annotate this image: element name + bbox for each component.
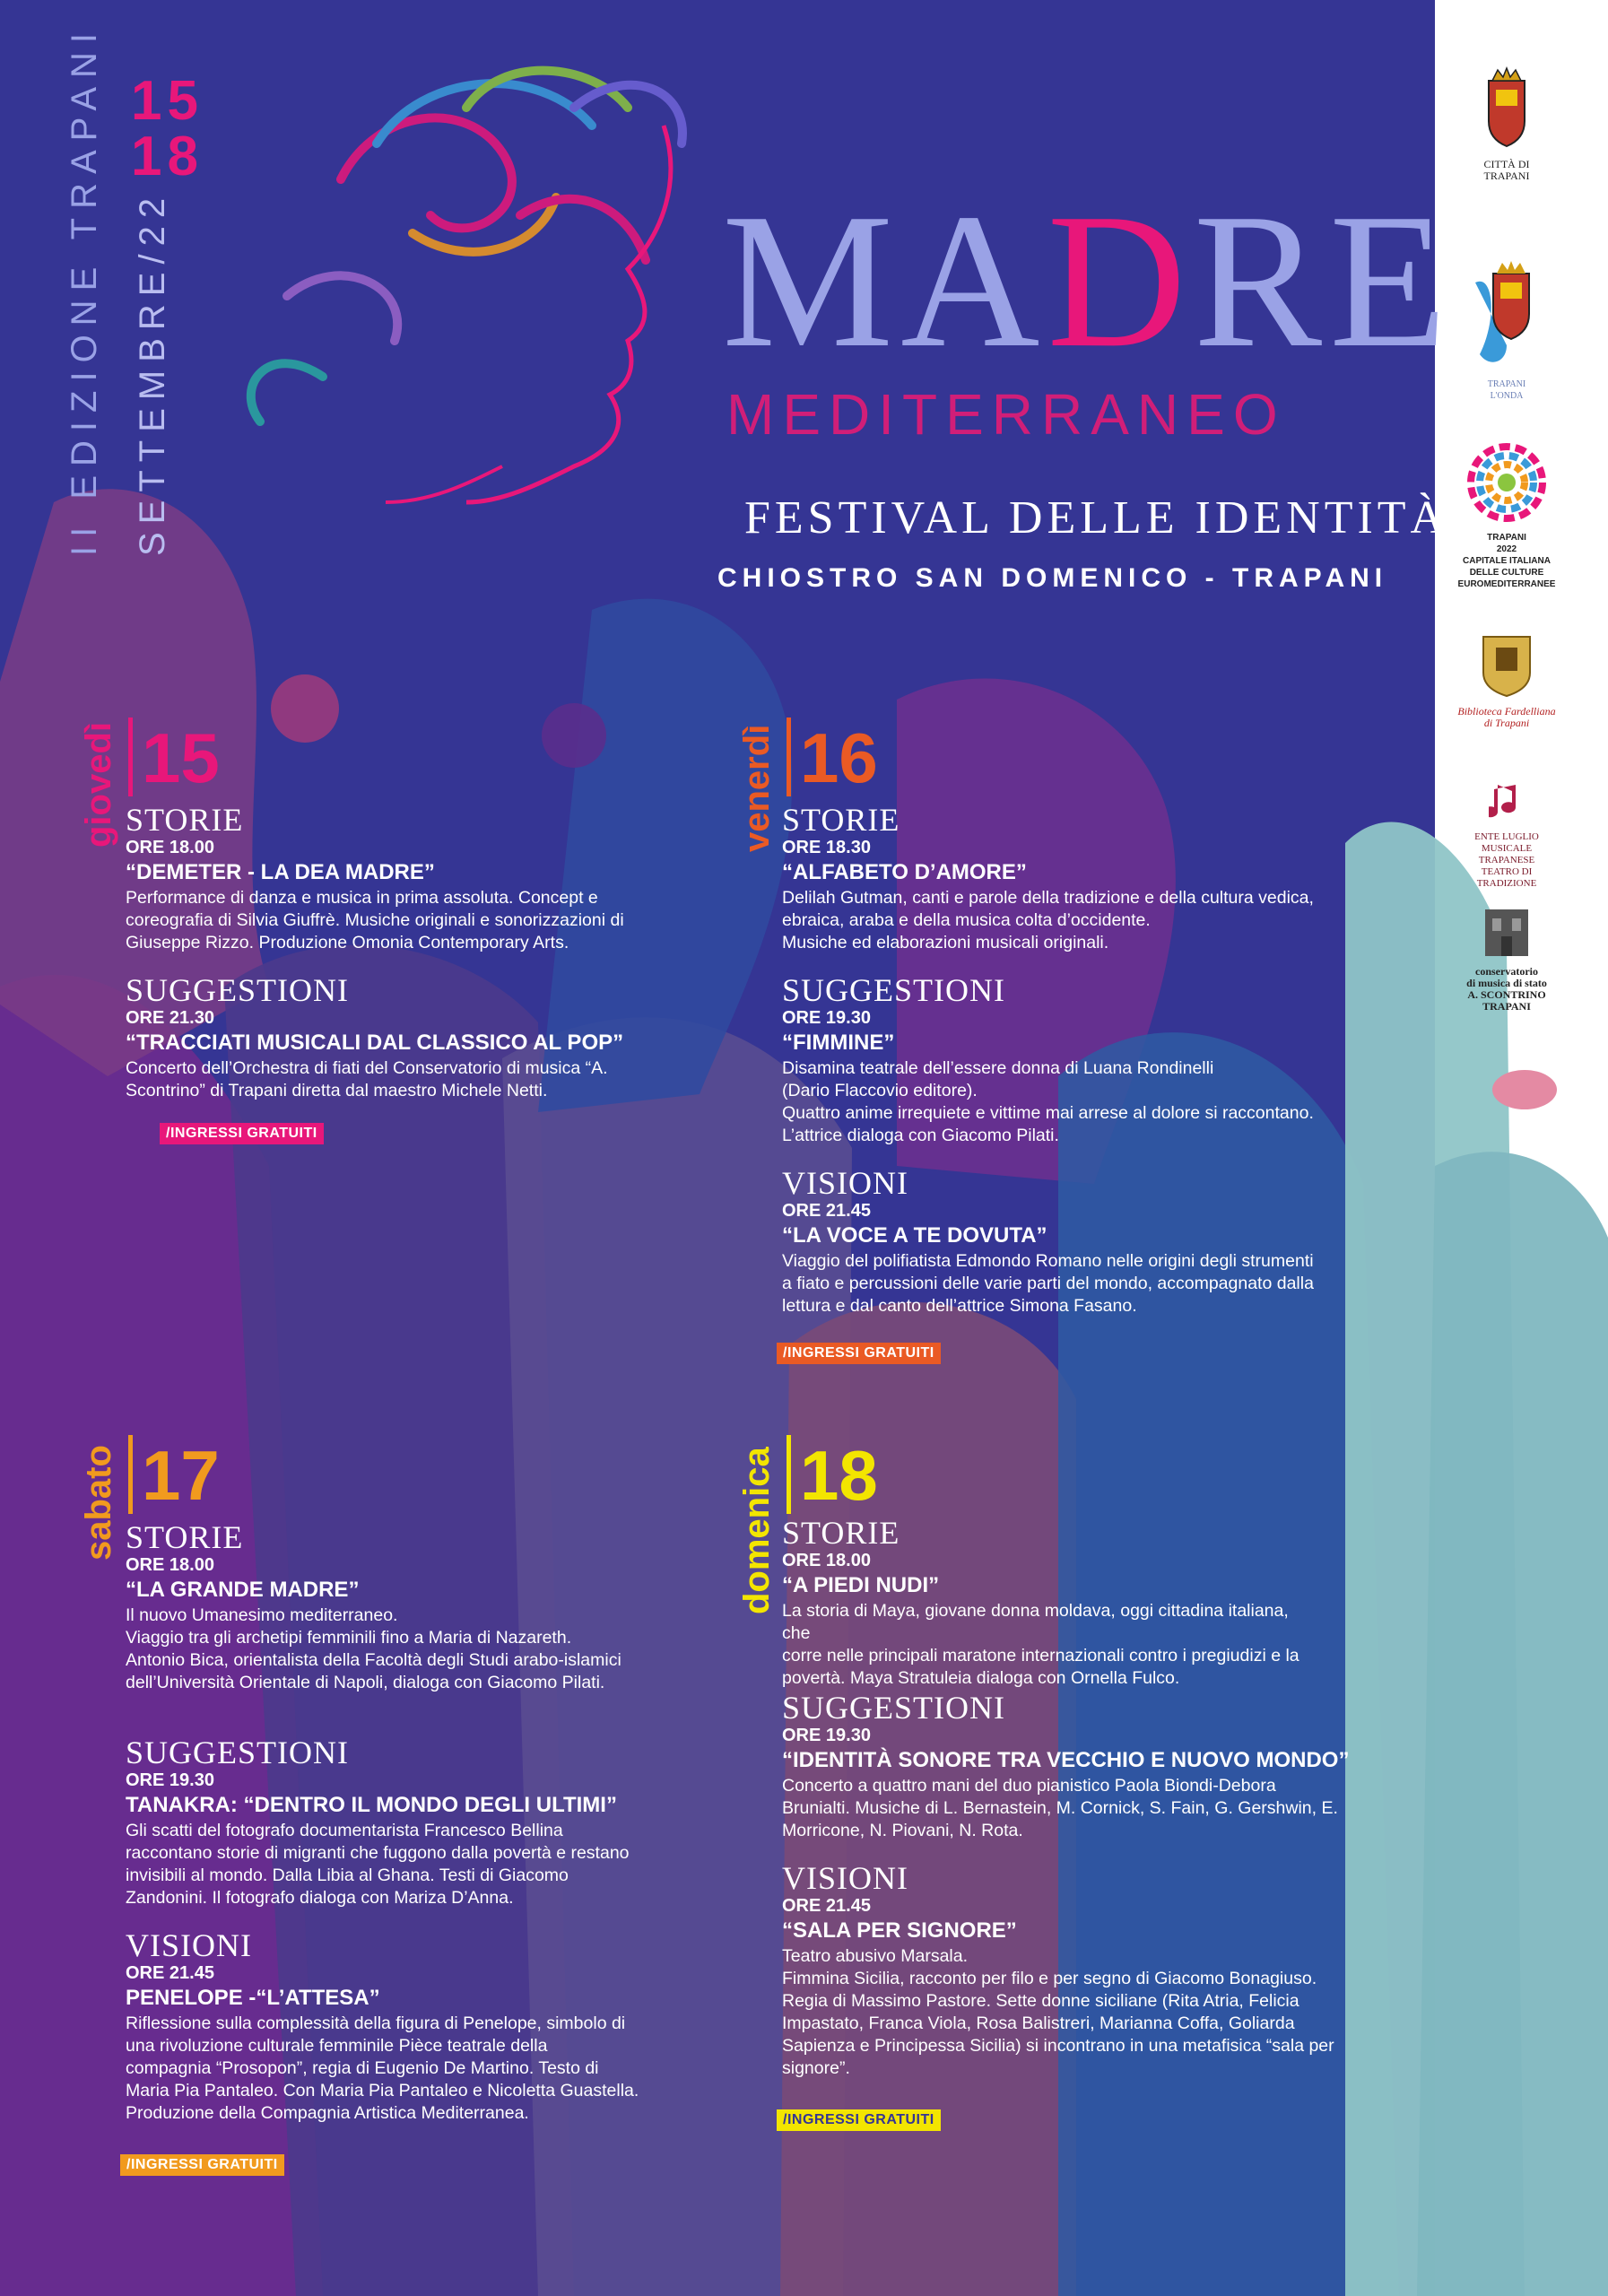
section-suggestioni: [782, 973, 1320, 1147]
day-number: 17: [142, 1436, 220, 1515]
event-time: ORE 19.30: [782, 1008, 871, 1028]
logo-caption: TRAPANI L'ONDA: [1487, 379, 1526, 401]
event-description: Concerto a quattro mani del duo pianistico Paola Biondi-Debora Brunialti. Musiche di L. Bernastein, M. Cornick, S. Fain, G. Gershwin, E. Morricone, N. Piovani, N. Rota.: [782, 1776, 1338, 1840]
event-title: “ALFABETO D’AMORE”: [782, 860, 1027, 884]
section-storie: [782, 803, 1320, 954]
logo-caption: Biblioteca Fardelliana di Trapani: [1457, 705, 1556, 729]
event-title: “SALA PER SIGNORE”: [782, 1918, 1017, 1943]
date-start: 15: [131, 70, 204, 132]
venue-label: CHIOSTRO SAN DOMENICO - TRAPANI: [717, 563, 1388, 593]
event-description: La storia di Maya, giovane donna moldava, oggi cittadina italiana, che corre nelle principali maratone internazionali contro i pregiudizi e la povertà. Maya Stratuleia dialoga con Ornella Fulco.: [782, 1601, 1299, 1688]
event-title: “A PIEDI NUDI”: [782, 1573, 940, 1597]
free-entry-badge: /INGRESSI GRATUITI: [120, 2154, 284, 2176]
event-time: ORE 21.45: [782, 1896, 871, 1916]
title-part-re: RE: [1193, 173, 1455, 387]
section-suggestioni: [126, 973, 664, 1102]
day-number: 15: [142, 718, 220, 797]
section-suggestioni: [782, 1691, 1392, 1842]
section-heading: SUGGESTIONI: [782, 972, 1005, 1008]
event-title: TANAKRA: “DENTRO IL MONDO DEGLI ULTIMI”: [126, 1793, 617, 1817]
logo-caption: conservatorio di musica di stato A. SCONTRINO TRAPANI: [1466, 965, 1547, 1013]
day-divider: [787, 1435, 791, 1514]
free-entry-badge: /INGRESSI GRATUITI: [777, 2109, 941, 2131]
logo-citta-di-trapani: [1453, 63, 1560, 182]
day-divider: [128, 718, 133, 796]
logo-caption: TRAPANI 2022 CAPITALE ITALIANA DELLE CULTURE EUROMEDITERRANEE: [1457, 533, 1556, 589]
event-description: Teatro abusivo Marsala. Fimmina Sicilia, racconto per filo e per segno di Giacomo Bonagiuso. Regia di Massimo Pastore. Sette donne siciliane (Rita Atria, Felicia Impastato, Franca Viola, Rosa Balistreri, Marianna Coffa, Goliarda Sapienza e Principessa Sicilia) si incontrano in una metafisica “sala per signore”.: [782, 1946, 1334, 2078]
date-end: 18: [131, 126, 204, 187]
event-description: Gli scatti del fotografo documentarista Francesco Bellina raccontano storie di migranti che fuggono dalla povertà e restano invisibili al mondo. Dalla Libia al Ghana. Testi di Giacomo Zandonini. Il fotografo dialoga con Mariza D’Anna.: [126, 1821, 630, 1908]
weekday-label: giovedì: [79, 721, 118, 848]
section-heading: STORIE: [126, 802, 244, 838]
building-icon: [1482, 906, 1532, 960]
library-crest-icon: [1471, 628, 1543, 700]
crest-icon: [1480, 63, 1534, 152]
logo-conservatorio: [1453, 906, 1560, 1013]
weekday-label: sabato: [79, 1445, 118, 1561]
logo-luglio-musicale: [1453, 780, 1560, 890]
month-label: SETTEMBRE/22: [133, 189, 172, 556]
event-time: ORE 19.30: [782, 1726, 871, 1745]
logo-biblioteca: [1453, 628, 1560, 729]
event-time: ORE 19.30: [126, 1770, 214, 1790]
subtitle: MEDITERRANEO: [726, 382, 1286, 447]
crest-wave-icon: [1471, 247, 1543, 372]
weekday-label: domenica: [737, 1447, 777, 1614]
title-part-ma: MA: [722, 173, 1047, 387]
section-heading: SUGGESTIONI: [126, 972, 349, 1008]
logo-caption: ENTE LUGLIO MUSICALE TRAPANESE TEATRO DI TRADIZIONE: [1474, 831, 1539, 889]
event-description: Performance di danza e musica in prima assoluta. Concept e coreografia di Silvia Giuffrè. Musiche originali e sonorizzazioni di Giuseppe Rizzo. Produzione Omonia Contemporary Arts.: [126, 888, 624, 952]
event-title: “DEMETER - LA DEA MADRE”: [126, 860, 435, 884]
section-heading: STORIE: [782, 802, 900, 838]
event-time: ORE 18.00: [126, 1555, 214, 1575]
event-title: “LA VOCE A TE DOVUTA”: [782, 1223, 1047, 1248]
logo-trapani: [1453, 247, 1560, 402]
section-heading: VISIONI: [126, 1927, 252, 1963]
section-storie: [126, 1520, 664, 1694]
event-time: ORE 21.30: [126, 1008, 214, 1028]
section-heading: VISIONI: [782, 1165, 908, 1201]
event-title: “LA GRANDE MADRE”: [126, 1578, 360, 1602]
free-entry-badge: /INGRESSI GRATUITI: [160, 1123, 324, 1144]
section-storie: [782, 1516, 1320, 1690]
event-time: ORE 18.00: [126, 838, 214, 857]
event-description: Delilah Gutman, canti e parole della tradizione e della cultura vedica, ebraica, araba e della musica colta d’occidente. Musiche ed elaborazioni musicali originali.: [782, 888, 1314, 952]
section-heading: STORIE: [126, 1519, 244, 1555]
section-heading: VISIONI: [782, 1860, 908, 1896]
main-title: [722, 173, 1455, 387]
event-description: Concerto dell’Orchestra di fiati del Conservatorio di musica “A. Scontrino” di Trapani diretta dal maestro Michele Netti.: [126, 1058, 608, 1100]
edition-label: II EDIZIONE TRAPANI: [65, 23, 104, 556]
section-visioni: [126, 1928, 664, 2125]
section-visioni: [782, 1861, 1392, 2080]
weekday-label: venerdì: [737, 724, 777, 852]
event-time: ORE 18.00: [782, 1551, 871, 1570]
logo-trapani-2022: [1453, 439, 1560, 590]
section-visioni: [782, 1166, 1320, 1318]
section-storie: [126, 803, 664, 954]
section-heading: STORIE: [782, 1515, 900, 1551]
logo-caption: CITTÀ DI TRAPANI: [1483, 158, 1530, 182]
day-number: 16: [800, 718, 878, 797]
capitale-star-icon: [1464, 439, 1550, 526]
section-suggestioni: [126, 1735, 664, 1909]
section-heading: SUGGESTIONI: [126, 1735, 349, 1770]
day-number: 18: [800, 1436, 878, 1515]
music-note-icon: [1489, 780, 1525, 825]
day-divider: [787, 718, 791, 796]
event-title: “TRACCIATI MUSICALI DAL CLASSICO AL POP”: [126, 1031, 624, 1055]
section-heading: SUGGESTIONI: [782, 1690, 1005, 1726]
event-time: ORE 21.45: [782, 1201, 871, 1221]
event-description: Riflessione sulla complessità della figura di Penelope, simbolo di una rivoluzione culturale femminile Pièce teatrale della compagnia “Prosopon”, regia di Eugenio De Martino. Testo di Maria Pia Pantaleo. Con Maria Pia Pantaleo e Nicoletta Guastella. Produzione della Compagnia Artistica Mediterranea.: [126, 2013, 639, 2123]
event-description: Viaggio del polifiatista Edmondo Romano nelle origini degli strumenti a fiato e percussioni delle varie parti del mondo, accompagnato dalla lettura e dal canto dell’attrice Simona Fasano.: [782, 1251, 1314, 1316]
event-time: ORE 21.45: [126, 1963, 214, 1983]
event-time: ORE 18.30: [782, 838, 871, 857]
day-divider: [128, 1435, 133, 1514]
event-description: Disamina teatrale dell’essere donna di Luana Rondinelli (Dario Flaccovio editore). Quattro anime irrequiete e vittime mai arrese al dolore si raccontano. L’attrice dialoga con Giacomo Pilati.: [782, 1058, 1314, 1145]
event-title: PENELOPE -“L’ATTESA”: [126, 1986, 380, 2010]
event-title: “FIMMINE”: [782, 1031, 895, 1055]
event-title: “IDENTITÀ SONORE TRA VECCHIO E NUOVO MONDO”: [782, 1748, 1350, 1772]
event-description: Il nuovo Umanesimo mediterraneo. Viaggio tra gli archetipi femminili fino a Maria di Nazareth. Antonio Bica, orientalista della Facoltà degli Studi arabo-islamici dell’Università Orientale di Napoli, dialoga con Giacomo Pilati.: [126, 1605, 621, 1692]
free-entry-badge: /INGRESSI GRATUITI: [777, 1343, 941, 1364]
festival-label: FESTIVAL DELLE IDENTITÀ: [744, 492, 1449, 544]
title-part-d: D: [1047, 173, 1194, 387]
